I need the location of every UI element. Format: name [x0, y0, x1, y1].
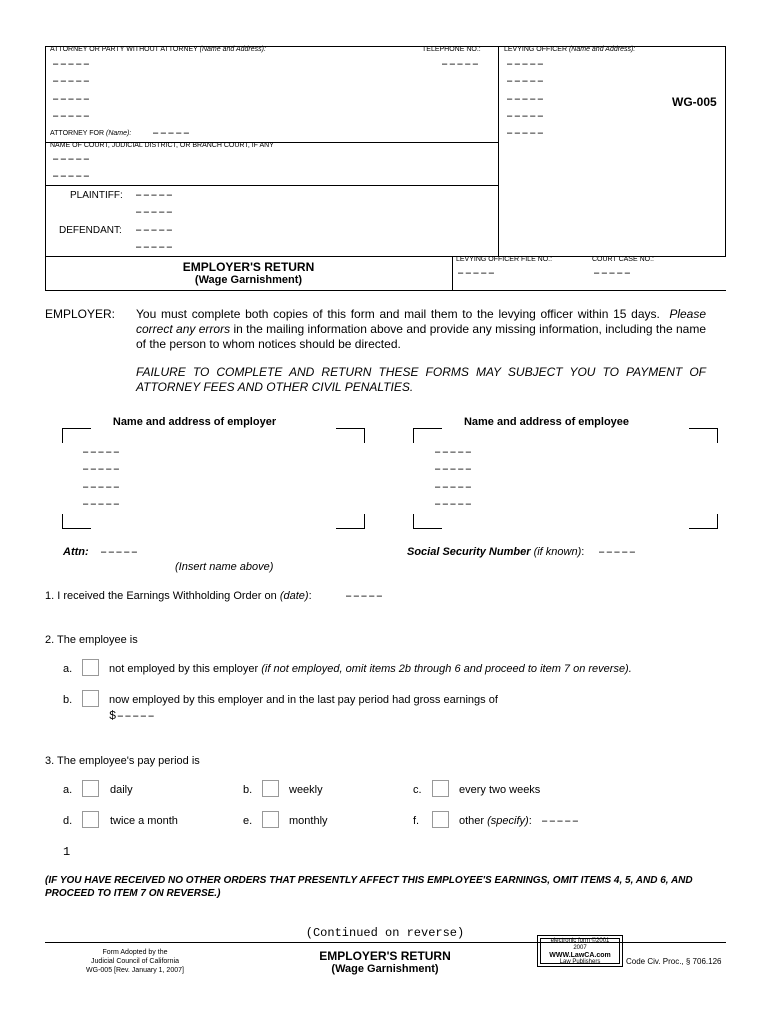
- case-no-label: COURT CASE NO.:: [592, 256, 654, 263]
- item-2b-text: now employed by this employer and in the last pay period had gross earnings of: [109, 694, 498, 706]
- employer-address-heading: Name and address of employer: [112, 416, 277, 428]
- attorney-line-4[interactable]: –––––: [52, 109, 91, 123]
- defendant-line-1[interactable]: –––––: [135, 223, 174, 237]
- code-citation: Code Civ. Proc., § 706.126: [626, 957, 722, 966]
- employer-address-line-2[interactable]: –––––: [82, 462, 121, 476]
- pay-weekly-letter: b.: [243, 784, 253, 796]
- defendant-line-2[interactable]: –––––: [135, 240, 174, 254]
- penalty-warning: FAILURE TO COMPLETE AND RETURN THESE FORMS MAY SUBJECT YOU TO PAYMENT OF ATTORNEY FEES AND OTHER CIVIL PENALTIES.: [136, 365, 706, 394]
- officer-line-5[interactable]: –––––: [506, 126, 545, 140]
- publisher-stamp: electronic form ©2001 2007 WWW.LawCA.com Law Publishers: [537, 935, 623, 967]
- corner-mark: [62, 514, 91, 529]
- attorney-label: ATTORNEY OR PARTY WITHOUT ATTORNEY (Name and Address):: [50, 46, 266, 53]
- court-line-1[interactable]: –––––: [52, 152, 91, 166]
- officer-line-3[interactable]: –––––: [506, 92, 545, 106]
- pay-other-letter: f.: [413, 815, 420, 827]
- plaintiff-line-2[interactable]: –––––: [135, 205, 174, 219]
- employer-address-line-1[interactable]: –––––: [82, 445, 121, 459]
- item-3-heading: 3. The employee's pay period is: [45, 755, 200, 767]
- ssn-field[interactable]: –––––: [598, 545, 637, 559]
- pay-other-checkbox[interactable]: [432, 811, 449, 828]
- employer-label: EMPLOYER:: [45, 307, 116, 321]
- court-line-2[interactable]: –––––: [52, 169, 91, 183]
- pay-biweekly-letter: c.: [413, 784, 422, 796]
- employee-address-line-1[interactable]: –––––: [434, 445, 473, 459]
- attorney-for-field[interactable]: –––––: [152, 126, 191, 140]
- form-title: EMPLOYER'S RETURN: [182, 260, 315, 274]
- not-employed-checkbox[interactable]: [82, 659, 99, 676]
- officer-line-4[interactable]: –––––: [506, 109, 545, 123]
- no-other-orders-note: (IF YOU HAVE RECEIVED NO OTHER ORDERS THAT PRESENTLY AFFECT THIS EMPLOYEE'S EARNINGS, OMIT ITEMS 4, 5, AND 6, AND PROCEED TO ITEM 7 ON REVERSE.): [45, 875, 693, 899]
- form-number: WG-005: [672, 95, 717, 109]
- attorney-line-2[interactable]: –––––: [52, 74, 91, 88]
- item-2-heading: 2. The employee is: [45, 634, 138, 646]
- stray-number: 1: [63, 845, 71, 859]
- pay-weekly-label: weekly: [289, 784, 323, 796]
- employee-address-heading: Name and address of employee: [463, 416, 630, 428]
- officer-file-field[interactable]: –––––: [457, 266, 496, 280]
- item-2a-letter: a.: [63, 663, 73, 675]
- pay-daily-label: daily: [110, 784, 133, 796]
- gross-earnings-field[interactable]: $–––––: [109, 709, 156, 723]
- pay-daily-letter: a.: [63, 784, 73, 796]
- adoption-info: Form Adopted by the Judicial Council of California WG-005 [Rev. January 1, 2007]: [86, 949, 184, 974]
- levying-officer-label: LEVYING OFFICER (Name and Address):: [504, 46, 636, 53]
- employee-address-line-4[interactable]: –––––: [434, 497, 473, 511]
- pay-weekly-checkbox[interactable]: [262, 780, 279, 797]
- instructions-paragraph: You must complete both copies of this form and mail them to the levying officer within 15 days. Please correct any errors in the mailing information above and provide any missing information, including the name of the person to whom notices should be directed.: [136, 307, 707, 351]
- ssn-label: Social Security Number (if known):: [407, 546, 585, 558]
- pay-other-label: other (specify):: [459, 815, 532, 827]
- pay-monthly-label: monthly: [289, 815, 328, 827]
- pay-other-field[interactable]: –––––: [541, 814, 580, 828]
- footer-subtitle: (Wage Garnishment): [331, 963, 439, 975]
- corner-mark: [413, 514, 442, 529]
- pay-twice-monthly-checkbox[interactable]: [82, 811, 99, 828]
- pay-twice-label: twice a month: [110, 815, 178, 827]
- item-2b-letter: b.: [63, 694, 73, 706]
- attn-label: Attn:: [63, 546, 89, 558]
- corner-mark: [62, 428, 91, 443]
- employee-address-line-2[interactable]: –––––: [434, 462, 473, 476]
- plaintiff-line-1[interactable]: –––––: [135, 188, 174, 202]
- officer-line-1[interactable]: –––––: [506, 57, 545, 71]
- telephone-label: TELEPHONE NO.:: [422, 46, 481, 53]
- pay-biweekly-checkbox[interactable]: [432, 780, 449, 797]
- form-subtitle: (Wage Garnishment): [194, 274, 303, 286]
- pay-daily-checkbox[interactable]: [82, 780, 99, 797]
- attorney-line-3[interactable]: –––––: [52, 92, 91, 106]
- pay-monthly-letter: e.: [243, 815, 253, 827]
- pay-twice-letter: d.: [63, 815, 73, 827]
- pay-biweekly-label: every two weeks: [459, 784, 541, 796]
- plaintiff-label: PLAINTIFF:: [70, 190, 123, 201]
- attorney-line-1[interactable]: –––––: [52, 57, 91, 71]
- item-1: 1. I received the Earnings Withholding Order on (date):: [45, 590, 312, 602]
- attorney-for-label: ATTORNEY FOR (Name):: [50, 130, 132, 137]
- attn-field[interactable]: –––––: [100, 545, 139, 559]
- insert-name-note: (Insert name above): [175, 561, 274, 573]
- continued-note: (Continued on reverse): [305, 926, 465, 940]
- corner-mark: [689, 428, 718, 443]
- pay-monthly-checkbox[interactable]: [262, 811, 279, 828]
- footer-title: EMPLOYER'S RETURN: [319, 949, 451, 963]
- employer-address-line-3[interactable]: –––––: [82, 480, 121, 494]
- employer-address-line-4[interactable]: –––––: [82, 497, 121, 511]
- officer-file-label: LEVYING OFFICER FILE NO.:: [456, 256, 553, 263]
- officer-line-2[interactable]: –––––: [506, 74, 545, 88]
- defendant-label: DEFENDANT:: [59, 225, 122, 236]
- corner-mark: [413, 428, 442, 443]
- corner-mark: [336, 514, 365, 529]
- telephone-field[interactable]: –––––: [441, 57, 480, 71]
- order-date-field[interactable]: –––––: [345, 589, 384, 603]
- item-2a-text: not employed by this employer (if not employed, omit items 2b through 6 and proceed to item 7 on reverse).: [109, 663, 632, 675]
- employed-checkbox[interactable]: [82, 690, 99, 707]
- court-label: NAME OF COURT, JUDICIAL DISTRICT, OR BRANCH COURT, IF ANY: [50, 142, 274, 149]
- employee-address-line-3[interactable]: –––––: [434, 480, 473, 494]
- corner-mark: [689, 514, 718, 529]
- corner-mark: [336, 428, 365, 443]
- footer-rule: [45, 942, 726, 943]
- case-no-field[interactable]: –––––: [593, 266, 632, 280]
